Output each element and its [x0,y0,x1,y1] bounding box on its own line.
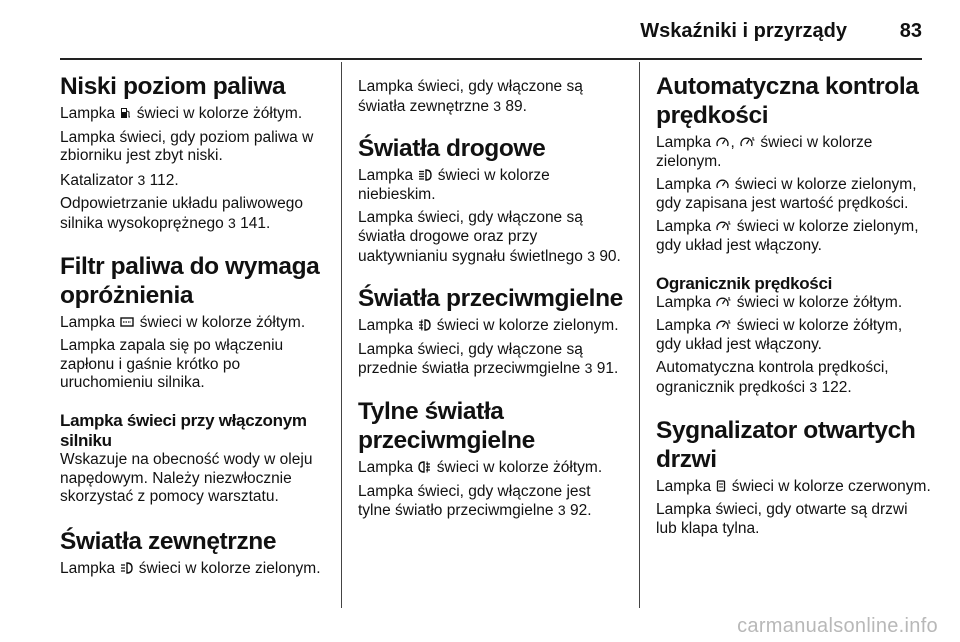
speedometer-set-icon [716,220,731,232]
heading-fuel-filter: Filtr paliwa do wymaga opróżnienia [60,252,320,309]
text: Katalizator [60,171,134,189]
section-rear-fog [358,397,623,521]
section-title: Wskaźniki i przyrządy [640,20,847,42]
paragraph: Lampka świeci, gdy poziom paliwa w zbiorniku jest zbyt niski. [60,128,314,165]
page-reference: 141. [240,214,271,232]
heading-high-beam: Światła drogowe [358,135,546,163]
section-low-fuel [60,72,332,234]
page-reference: 90. [599,247,621,265]
text: świeci w kolorze żółtym. [136,105,303,122]
fuel-pump-icon [120,107,131,119]
separator: , [730,134,735,151]
text: Lampka [60,313,116,331]
paragraph [656,176,931,213]
section-fuel-filter [60,252,332,393]
text: Lampka [656,176,712,194]
text: Lampka [656,317,712,335]
section-cruise-control [656,72,931,256]
heading-exterior-lights: Światła zewnętrzne [60,527,277,555]
header-divider [60,58,922,60]
heading-engine-on: Lampka świeci przy włączonym silniku [60,410,307,450]
paragraph [60,314,332,333]
section-door-open [656,416,931,539]
page-reference: 91. [596,360,619,378]
paragraph [358,483,623,521]
speedometer-set-icon [740,136,755,148]
column-1 [60,72,332,596]
text: świeci w kolorze żółtym. [139,313,306,331]
speed-limiter-icon [716,319,731,331]
text: świeci w kolorze zielonym, gdy zapisana jest wartość prędkości. [656,176,917,212]
watermark: carmanualsonline.info [737,615,938,637]
text: świeci w kolorze zielonym. [436,317,619,335]
text: świeci w kolorze zielonym. [656,134,873,170]
paragraph [656,478,931,497]
section-exterior-lights [60,527,332,579]
page-reference: 112. [149,171,179,189]
side-light-icon [120,562,133,574]
paragraph [358,209,623,266]
heading-front-fog: Światła przeciwmgielne [358,285,623,313]
text: Lampka [656,293,712,311]
text: Automatyczna kontrola prędkości, ogranicznik prędkości [656,359,889,396]
paragraph [656,359,931,397]
reference-arrow-icon: 3 [584,360,593,377]
paragraph [358,167,623,204]
reference-arrow-icon: 3 [137,171,146,188]
text: świeci w kolorze żółtym. [436,458,603,476]
heading-door-open: Sygnalizator otwartych drzwi [656,416,916,473]
paragraph [60,171,332,191]
reference-arrow-icon: 3 [809,378,818,395]
paragraph [60,195,332,233]
door-open-icon [716,480,726,492]
speedometer-icon [716,136,729,148]
high-beam-icon [418,169,432,181]
paragraph: Lampka świeci, gdy otwarte są drzwi lub klapa tylna. [656,501,908,537]
section-front-fog [358,284,623,379]
heading-rear-fog: Tylne światła przeciwmgielne [358,397,535,454]
reference-arrow-icon: 3 [228,214,236,231]
reference-arrow-icon: 3 [587,247,595,264]
paragraph [358,459,623,478]
text: Lampka świeci, gdy włączone są światła drogowe oraz przy uaktywnianiu sygnału świetlnego [358,209,583,265]
text: Lampka [358,458,414,476]
section-speed-limiter [656,274,931,398]
text: Lampka [60,105,116,122]
heading-speed-limiter: Ogranicznik prędkości [656,273,833,293]
text: Lampka [60,559,116,577]
paragraph [656,218,931,255]
paragraph [656,294,931,313]
page-reference: 122. [821,378,852,396]
page-reference: 89. [505,97,527,115]
section-high-beam [358,134,623,266]
page-number: 83 [899,20,922,42]
column-divider-1 [341,62,342,608]
text: Lampka świeci, gdy włączone są przednie światła przeciwmgielne [358,340,583,378]
paragraph: Wskazuje na obecność wody w oleju napędowym. Należy niezwłocznie skorzystać z pomocy warsztatu. [60,450,313,506]
column-3 [656,72,931,556]
paragraph [358,78,623,116]
text: Lampka [656,477,712,495]
text: Odpowietrzanie układu paliwowego silnika wysokoprężnego [60,195,303,232]
paragraph [656,134,931,171]
reference-arrow-icon: 3 [493,97,502,114]
paragraph [656,317,931,354]
speed-limiter-icon [716,296,731,308]
text: Lampka świeci, gdy włączone jest tylne światło przeciwmgielne [358,482,591,520]
heading-low-fuel: Niski poziom paliwa [60,73,286,100]
text: świeci w kolorze niebieskim. [358,167,550,203]
text: Lampka [656,218,712,236]
paragraph [358,317,623,336]
page-reference: 92. [569,502,592,520]
paragraph: Lampka zapala się po włączeniu zapłonu i gaśnie krótko po uruchomieniu silnika. [60,337,284,392]
section-engine-on [60,411,332,507]
speedometer-icon [716,178,729,190]
column-divider-2 [639,62,640,608]
fuel-filter-icon [120,316,134,328]
section-exterior-lights-cont [358,78,623,116]
heading-cruise-control: Automatyczna kontrola prędkości [656,73,919,129]
text: Lampka [358,167,414,185]
paragraph [358,341,623,379]
text: świeci w kolorze czerwonym. [731,477,931,495]
column-2 [358,72,623,539]
rear-fog-light-icon [418,461,431,473]
reference-arrow-icon: 3 [557,502,566,519]
text: świeci w kolorze żółtym, gdy układ jest włączony. [656,317,903,353]
paragraph [60,105,332,124]
text: świeci w kolorze zielonym, gdy układ jest włączony. [656,218,919,254]
paragraph [60,560,332,579]
text: świeci w kolorze żółtym. [736,293,903,311]
text: Lampka [358,317,414,335]
page-header [0,0,960,62]
front-fog-light-icon [418,319,431,331]
text: Lampka świeci, gdy włączone są światła zewnętrzne [358,78,583,115]
text: Lampka [656,134,712,151]
text: świeci w kolorze zielonym. [138,559,321,577]
